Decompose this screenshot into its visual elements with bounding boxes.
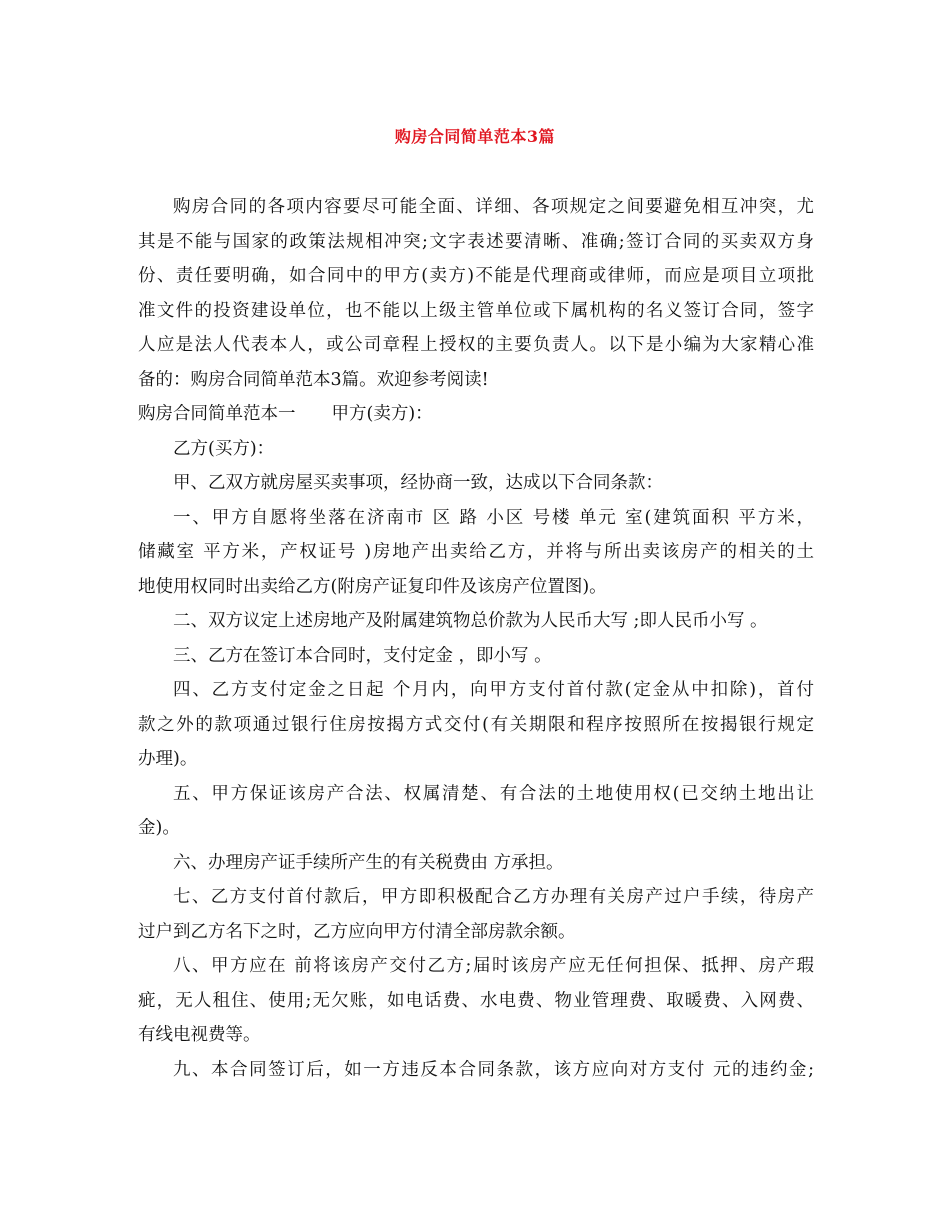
text-line: 人应是法人代表本人，或公司章程上授权的主要负责人。以下是小编为大家精心准 [138,335,814,355]
text-line: 金)。 [138,818,180,838]
clause-7: 七、乙方支付首付款后，甲方即积极配合乙方办理有关房产过户手续，待房产 [173,887,814,907]
party-a-label: 甲方(卖方)： [331,404,433,424]
clause-3: 三、乙方在签订本合同时，支付定金 ，即小写 。 [173,645,552,666]
clause-1: 一、甲方自愿将坐落在济南市 区 路 小区 号楼 单元 室(建筑面积 平方米， [173,507,814,528]
text-line: 备的：购房合同简单范本3篇。欢迎参考阅读! [138,369,489,390]
document-title: 购房合同简单范本3篇 [394,127,556,146]
clause-5: 五、甲方保证该房产合法、权属清楚、有合法的土地使用权(已交纳土地出让 [173,783,814,804]
text-line: 疵，无人租住、使用;无欠账，如电话费、水电费、物业管理费、取暖费、入网费、 [138,990,814,1011]
text-line: 准文件的投资建设单位，也不能以上级主管单位或下属机构的名义签订合同，签字 [138,300,814,321]
text-line: 甲、乙双方就房屋买卖事项，经协商一致，达成以下合同条款： [173,473,663,493]
clause-2: 二、双方议定上述房地产及附属建筑物总价款为人民币大写 ;即人民币小写 。 [173,611,768,631]
section-heading-line [138,397,814,432]
section-heading: 购房合同简单范本一 [138,404,296,424]
text-line: 储藏室 平方米，产权证号 )房地产出卖给乙方，并将与所出卖该房产的相关的土 [138,542,814,562]
clause-4: 四、乙方支付定金之日起 个月内，向甲方支付首付款(定金从中扣除)，首付 [173,680,814,700]
text-line: 办理)。 [138,749,198,769]
text-line: 份、责任要明确，如合同中的甲方(卖方)不能是代理商或律师，而应是项目立项批 [138,266,814,286]
text-line: 款之外的款项通过银行住房按揭方式交付(有关期限和程序按照所在按揭银行规定 [138,714,814,735]
clause-6: 六、办理房产证手续所产生的有关税费由 方承担。 [173,852,564,873]
text-line: 过户到乙方名下之时，乙方应向甲方付清全部房款余额。 [138,921,576,942]
party-b-label: 乙方(买方)： [173,438,275,459]
text-line: 其是不能与国家的政策法规相冲突;文字表述要清晰、准确;签订合同的买卖双方身 [138,231,814,252]
clause-9: 九、本合同签订后，如一方违反本合同条款，该方应向对方支付 元的违约金; [173,1059,814,1080]
text-line: 有线电视费等。 [138,1025,261,1045]
text-line: 购房合同的各项内容要尽可能全面、详细、各项规定之间要避免相互冲突，尤 [173,197,814,217]
document-body [138,190,814,1087]
text-line: 地使用权同时出卖给乙方(附房产证复印件及该房产位置图)。 [138,576,607,597]
clause-8: 八、甲方应在 前将该房产交付乙方;届时该房产应无任何担保、抵押、房产瑕 [173,956,814,976]
